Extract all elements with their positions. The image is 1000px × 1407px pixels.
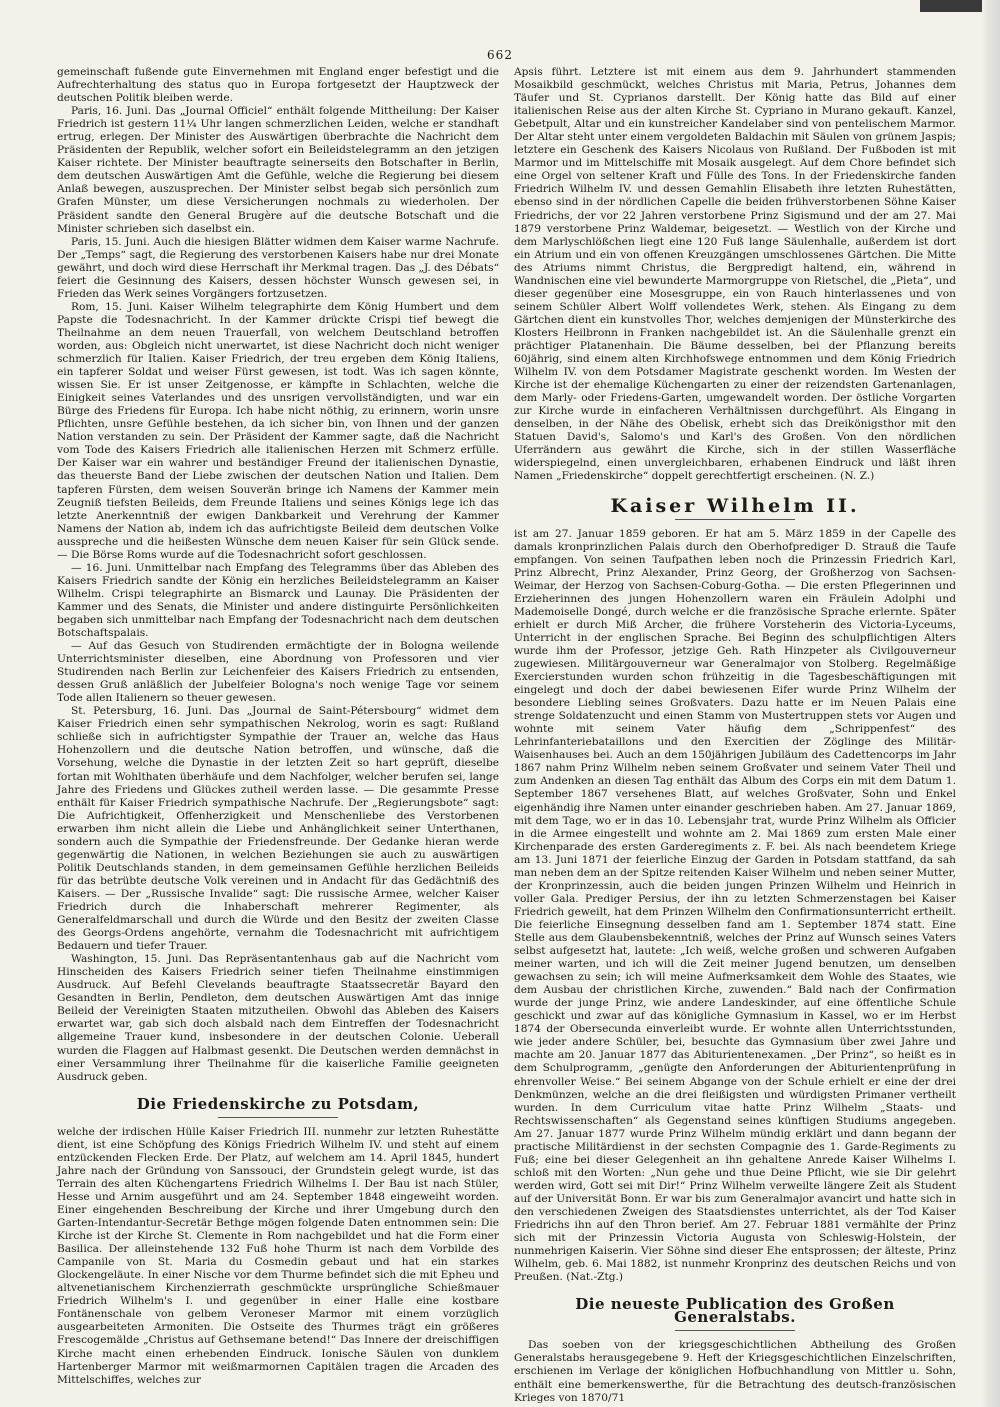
- heading-rule: [675, 519, 795, 520]
- section-heading-friedenskirche: Die Friedenskirche zu Potsdam,: [136, 1094, 420, 1113]
- section-heading-generalstab: Die neueste Publication des Großen Generalstabs.: [575, 1295, 895, 1327]
- heading-rule: [218, 1117, 338, 1118]
- page-number: 662: [487, 48, 513, 62]
- heading-rule: [675, 1330, 795, 1331]
- right-column: [514, 66, 956, 1404]
- article-paragraph: St. Petersburg, 16. Juni. Das „Journal de Saint-Pétersbourg“ widmet dem Kaiser Friedrich einen sehr sympathischen Nekrolog, worin es sagt: Rußland schließe sich in aufrichtigster Sympathie der Trauer an, welche das Haus Hohenzollern und die deutsche Nation betroffen, und wünsche, daß die Vorsehung, welche die Dynastie in der letzten Zeit so hart geprüft, dieselbe fortan mit Wohlthaten überhäufe und dem Nachfolger, welcher berufen sei, lange Jahre des Friedens und Glückes zutheil werden lasse. — Die gesammte Presse enthält für Kaiser Friedrich sympathische Nachrufe. Der „Regierungsbote“ sagt: Die Aufrichtigkeit, Offenherzigkeit und Menschenliebe des Verstorbenen erwarben ihm nicht allein die Liebe und Anhänglichkeit seiner Unterthanen, sondern auch die Sympathie der Friedensfreunde. Der Gedanke hieran werde gegenwärtig die Nationen, in welchen Beziehungen sie auch zu auswärtigen Politik Deutschlands standen, in dem gemeinsamen Gefühle herzlichen Beileids für das betrübte deutsche Volk vereinen und in Andacht für das Gedächtniß des Kaisers. — Der „Russische Invalide“ sagt: Die russische Armee, welcher Kaiser Friedrich durch die Inhaberschaft mehrerer Regimenter, als Generalfeldmarschall und durch die Würde und den Besitz der zweiten Classe des Georgs-Ordens angehörte, vernahm die Todesnachricht mit aufrichtigem Bedauern und tiefer Trauer.: [57, 705, 499, 953]
- article-paragraph: Das soeben von der kriegsgeschichtlichen Abtheilung des Großen Generalstabs herausgegebene 9. Heft der Kriegsgeschichtlichen Einzelschriften, erschienen im Verlage der königlichen Hofbuchhandlung von Mittler u. Sohn, enthält eine bemerkenswerthe, für die Betrachtung des deutsch-französischen Krieges von 1870/71: [514, 1339, 956, 1404]
- scan-edge-right: [982, 0, 1000, 1407]
- article-paragraph: welche der irdischen Hülle Kaiser Friedrich III. nunmehr zur letzten Ruhestätte dient, ist eine Schöpfung des Königs Friedrich Wilhelm IV. und steht auf einem entzückenden Flecken Erde. Der Platz, auf welchem am 14. April 1845, hundert Jahre nach der Gründung von Sanssouci, der Grundstein gelegt wurde, ist das Terrain des alten Küchengartens Friedrich Wilhelms I. Der Bau ist nach Stüler, Hesse und Arnim ausgeführt und am 24. September 1848 eingeweiht worden. Einer eingehenden Beschreibung der Kirche und ihrer Umgebung durch den Garten-Intendantur-Secretär Bethge mögen folgende Daten entnommen sein: Die Kirche ist der Kirche St. Clemente in Rom nachgebildet und hat die Form einer Basilica. Der alleinstehende 132 Fuß hohe Thurm ist nach dem Vorbilde des Campanile von St. Maria du Cosmedin gebaut und hat ein starkes Glockengeläute. In einer Nische vor dem Thurme befindet sich die mit Epheu und altvenetianischem Kirchenzierrath geschmückte ursprüngliche Schießmauer Friedrich Wilhelm's I. und gegenüber in einer Halle eine kostbare Fontänenschale von gelbem Veroneser Marmor mit einem vorzüglich ausgearbeiteten Armoniten. Die Ostseite des Thurmes trägt ein größeres Frescogemälde „Christus auf Gethsemane betend!“ Das Innere der dreischiffigen Kirche macht einen erhebenden Eindruck. Ionische Säulen von dunklem Hartenberger Marmor mit weißmarmornen Capitälen tragen die Arcaden des Mittelschiffes, welches zur: [57, 1125, 499, 1386]
- article-paragraph: gemeinschaft fußende gute Einvernehmen mit England enger befestigt und die Aufrechterhaltung des status quo in Europa fortgesetzt der Hauptzweck der deutschen Politik bleiben werde.: [57, 66, 499, 105]
- article-paragraph: — 16. Juni. Unmittelbar nach Empfang des Telegramms über das Ableben des Kaisers Friedrich sandte der König ein herzliches Beileidstelegramm an Kaiser Wilhelm. Crispi telegraphirte an Bismarck und Launay. Die Präsidenten der Kammer und des Senats, die Minister und andere distinguirte Persönlichkeiten begaben sich unmittelbar nach Empfang der Todesnachricht nach dem deutschen Botschaftspalais.: [57, 561, 499, 640]
- article-paragraph: Washington, 15. Juni. Das Repräsentantenhaus gab auf die Nachricht vom Hinscheiden des Kaisers Friedrich seiner tiefen Theilnahme einstimmigen Ausdruck. Auf Befehl Clevelands beauftragte Staatssecretär Bayard den Gesandten in Berlin, Pendleton, dem deutschen Auswärtigen Amt das innige Beileid der Vereinigten Staaten mitzutheilen. Obwohl das Ableben des Kaisers erwartet war, gab sich doch alsbald nach dem Eintreffen der Todesnachricht allgemeine Trauer kund, insbesondere in der deutschen Colonie. Ueberall wurden die Flaggen auf Halbmast gesenkt. Die Deutschen werden demnächst in einer Versammlung ihrer Theilnahme für die kaiserliche Familie geeigneten Ausdruck geben.: [57, 953, 499, 1083]
- article-paragraph: Rom, 15. Juni. Kaiser Wilhelm telegraphirte dem König Humbert und dem Papste die Todesnachricht. In der Kammer drückte Crispi tief bewegt die Theilnahme an dem neuen Trauerfall, von welchem Deutschland betroffen worden, aus: Obgleich nicht unerwartet, ist diese Nachricht doch nicht weniger schmerzlich für Italien. Kaiser Friedrich, der treu ergeben dem König Italiens, ein tapferer Soldat und weiser Fürst gewesen, ist todt. Was ich sagen könnte, wissen Sie. Er ist unser Zeitgenosse, er kämpfte in Schlachten, welche die Einigkeit seines Vaterlandes und des unsrigen vervollständigten, und war ein Bürge des Friedens für Europa. Ich habe nicht nöthig, zu erinnern, worin unsre Pflichten, unsre Gefühle bestehen, da ich sicher bin, von Ihnen und der ganzen Nation verstanden zu sein. Der Präsident der Kammer sagte, daß die Nachricht vom Tode des Kaisers Friedrich alle italienischen Herzen mit Schmerz erfülle. Der Kaiser war ein wahrer und beständiger Freund der italienischen Dynastie, das theuerste Band der Liebe zwischen der deutschen Nation und Italien. Dem tapferen Fürsten, dem weisen Souverän bringe ich Namens der Kammer mein Zeugniß tiefsten Beileids, dem Freunde Italiens und seines Königs lege ich das letzte Anerkenntniß der ewigen Dankbarkeit und Verehrung der Kammer Namens der Nation ab, indem ich das aufrichtigste Beileid dem deutschen Volke ausspreche und die heißesten Wünsche dem neuen Kaiser für sein Glück sende. — Die Börse Roms wurde auf die Todesnachricht sofort geschlossen.: [57, 300, 499, 561]
- article-paragraph: Apsis führt. Letztere ist mit einem aus dem 9. Jahrhundert stammenden Mosaikbild geschmückt, welches Christus mit Maria, Petrus, Johannes dem Täufer und St. Cyprianos darstellt. Der König hatte das Bild auf einer italienischen Reise aus der alten Kirche St. Cypriano in Murano gekauft. Kanzel, Gebetpult, Altar und ein kunstreicher Kandelaber sind von pentelischem Marmor. Der Altar steht unter einem vergoldeten Baldachin mit Säulen von grünem Jaspis; letztere ein Geschenk des Kaisers Nicolaus von Rußland. Der Fußboden ist mit Marmor und im Mittelschiffe mit Mosaik ausgelegt. Auf dem Chore befindet sich eine Orgel von seltener Kraft und Fülle des Tons. In der Friedenskirche fanden Friedrich Wilhelm IV. und dessen Gemahlin Elisabeth ihre letzten Ruhestätten, ebenso sind in der nördlichen Capelle die beiden frühverstorbenen Söhne Kaiser Friedrichs, der vor 22 Jahren verstorbene Prinz Sigismund und der am 27. Mai 1879 verstorbene Prinz Waldemar, beigesetzt. — Westlich von der Kirche und dem Marlyschlößchen liegt eine 120 Fuß lange Säulenhalle, außerdem ist dort ein Atrium und ein von offenen Kreuzgängen umschlossenes Gärtchen. Die Mitte des Atriums nimmt Christus, die Bergpredigt haltend, ein, während in Wandnischen eine viel bewunderte Marmorgruppe von Rietschel, die „Pieta“, und dieser gegenüber eine Mosesgruppe, ein von Rauch hinterlassenes und von seinem Schüler Albert Wolff vollendetes Werk, stehen. Als Eingang zu dem Gärtchen dient ein kunstvolles Thor, welches demjenigen der Münsterkirche des Klosters Heilbronn in Franken nachgebildet ist. An die Säulenhalle grenzt ein prächtiger Platanenhain. Die Bäume desselben, bei der Pflanzung bereits 60jährig, sind einem alten Kirchhofswege entnommen und dem König Friedrich Wilhelm IV. von dem Potsdamer Magistrate geschenkt worden. Im Westen der Kirche ist der ehemalige Küchengarten zu einer der reizendsten Gartenanlagen, dem Marly- oder Friedens-Garten, umgewandelt worden. Der östliche Vorgarten zur Kirche wurde in einfacheren Verhältnissen durchgeführt. Als Eingang in denselben, in der Nähe des Obelisk, erhebt sich das Dreikönigsthor mit den Statuen David's, Salomo's und Karl's des Großen. Von den nördlichen Uferrändern aus gewährt die Kirche, sich in der stillen Wasserfläche widerspiegelnd, einen unvergleichbaren, erhabenen Eindruck und läßt ihren Namen „Friedenskirche“ doppelt gerechtfertigt erscheinen. (N. Z.): [514, 66, 956, 483]
- article-paragraph: ist am 27. Januar 1859 geboren. Er hat am 5. März 1859 in der Capelle des damals kronprinzlichen Palais durch den Oberhofprediger D. Strauß die Taufe empfangen. Von seinen Taufpathen leben noch die Prinzessin Friedrich Karl, Prinz Albrecht, Prinz Alexander, Prinz Georg, der Großherzog von Sachsen-Weimar, der Herzog von Sachsen-Coburg-Gotha. — Die ersten Pflegerinnen und Erzieherinnen des jungen Hohenzollern waren ein Fräulein Adolphi und Mademoiselle Dongé, durch welche er die französische Sprache erlernte. Später erhielt er durch Miß Archer, die frühere Vorsteherin des Victoria-Lyceums, Unterricht in der englischen Sprache. Bei Beginn des schulpflichtigen Alters wurde ihm der Professor, jetzige Geh. Rath Hinzpeter als Civilgouverneur zugewiesen. Militärgouverneur war Generalmajor von Stolberg. Regelmäßige Exercierstunden wurden schon frühzeitig in die Tagesbeschäftigungen mit eingelegt und doch der dabei bewiesenen Eifer wurde Prinz Wilhelm der besondere Liebling seines Großvaters. Dazu hatte er im Neuen Palais eine strenge Soldatenzucht und einen Stamm von Mustertruppen stets vor Augen und wohnte mit seinem Vater häufig dem „Schrippenfest“ des Lehrinfanteriebataillons und den Exercitien der Zöglinge des Militär-Waisenhauses bei. Auch an dem 150jährigen Jubiläum des Cadettencorps im Jahr 1867 nahm Prinz Wilhelm neben seinem Großvater und seinem Vater Theil und zum Andenken an diesen Tag enthält das Album des Corps ein mit dem Datum 1. September 1867 versehenes Blatt, auf welches Großvater, Sohn und Enkel eigenhändig ihre Namen unter einander geschrieben haben. Am 27. Januar 1869, mit dem Tage, wo er in das 10. Lebensjahr trat, wurde Prinz Wilhelm als Officier in die Armee eingestellt und wohnte am 2. Mai 1869 zum ersten Male einer Kirchenparade des ersten Garderegiments z. F. bei. Als nach beendetem Kriege am 13. Juni 1871 der feierliche Einzug der Garden in Potsdam stattfand, da sah man neben dem an der Spitze reitenden Kaiser Wilhelm und neben seiner Mutter, der Kronprinzessin, auch die beiden jungen Prinzen Wilhelm und Heinrich in voller Gala. Prediger Persius, der ihn zu letzten Schmerzenstagen bei Kaiser Friedrich geweilt, hat dem Prinzen Wilhelm den Confirmationsunterricht ertheilt. Die feierliche Einsegnung desselben fand am 1. September 1874 statt. Eine Stelle aus dem Glaubensbekenntniß, welches der Prinz auf Wunsch seines Vaters selbst aufgesetzt hat, lautete: „Ich weiß, welche großen und schweren Aufgaben meiner warten, und ich will die Zeit meiner Jugend benutzen, um denselben gewachsen zu sein; ich will meine Aufmerksamkeit dem Wohle des Staates, wie dem Ausbau der christlichen Kirche, zuwenden.“ Bald nach der Confirmation wurde der junge Prinz, wie andere Landeskinder, auf eine öffentliche Schule geschickt und zwar auf das königliche Gymnasium in Kassel, wo er im Herbst 1874 der Obersecunda einverleibt wurde. Er wohnte allen Unterrichtsstunden, wie jeder andere Schüler, bei, besuchte das Gymnasium über zwei Jahre und machte am 20. Januar 1877 das Abiturientenexamen. „Der Prinz“, so heißt es in dem Schulprogramm, „genügte den Anforderungen der Abiturientenprüfung in ehrenvoller Weise.“ Bei seinem Abgange von der Schule erhielt er eine der drei Denkmünzen, welche an die drei fleißigsten und würdigsten Primaner vertheilt wurden. In dem Curriculum vitae hatte Prinz Wilhelm „Staats- und Rechtswissenschaften“ als Gegenstand seines künftigen Studiums angegeben. Am 27. Januar 1877 wurde Prinz Wilhelm mündig erklärt und dann begann der practische Militärdienst in der sechsten Compagnie des 1. Garde-Regiments zu Fuß; eine bei dieser Gelegenheit an ihn gehaltene Anrede Kaiser Wilhelms I. schloß mit den Worten: „Nun gehe und thue Deine Pflicht, wie sie Dir gelehrt werden wird, Gott sei mit Dir!“ Prinz Wilhelm verweilte längere Zeit als Student auf der Universität Bonn. Er war bis zum Generalmajor avancirt und hatte sich in den verschiedenen Zweigen des Staatsdienstes unterrichtet, als der Tod Kaiser Friedrichs ihn auf den Thron berief. Am 27. Februar 1881 vermählte der Prinz sich mit der Prinzessin Victoria Augusta von Schleswig-Holstein, der nunmehrigen Kaiserin. Vier Söhne sind dieser Ehe entsprossen; der älteste, Prinz Wilhelm, geb. 6. Mai 1882, ist nunmehr Kronprinz des deutschen Reichs und von Preußen. (Nat.-Ztg.): [514, 527, 956, 1284]
- article-paragraph: — Auf das Gesuch von Studirenden ermächtigte der in Bologna weilende Unterrichtsminister dieselben, eine Abordnung von Professoren und vier Studirenden nach Berlin zur Leichenfeier des Kaisers Friedrich zu entsenden, dessen Gruß anläßlich der Jubelfeier Bologna's noch wenige Tage vor seinem Tode allen Italienern so theuer gewesen.: [57, 640, 499, 705]
- article-paragraph: Paris, 15. Juni. Auch die hiesigen Blätter widmen dem Kaiser warme Nachrufe. Der „Temps“ sagt, die Regierung des verstorbenen Kaisers habe nur drei Monate gewährt, und doch wird diese Herrschaft ihr Merkmal tragen. Das „J. des Débats“ feiert die Gesinnung des Kaisers, dessen höchster Wunsch gewesen sei, in Frieden das Werk seines Vorgängers fortzusetzen.: [57, 235, 499, 300]
- left-column: [57, 66, 499, 1394]
- article-paragraph: Paris, 16. Juni. Das „Journal Officiel“ enthält folgende Mittheilung: Der Kaiser Friedrich ist gestern 11¼ Uhr langen schmerzlichen Leiden, welche er standhaft ertrug, erlegen. Der Minister des Auswärtigen überbrachte die Nachricht dem Präsidenten der Republik, welcher sofort ein Beileidstelegramm an den jetzigen Kaiser richtete. Der Minister beauftragte seinerseits den Botschafter in Berlin, dem deutschen Auswärtigen Amt die Gefühle, welche die Regierung bei diesem Anlaß bewegen, auszusprechen. Der Minister selbst begab sich persönlich zum Grafen Münster, um diese Versicherungen nochmals zu wiederholen. Der Präsident sandte den General Brugère auf die deutsche Botschaft und die Minister schrieben sich daselbst ein.: [57, 105, 499, 235]
- section-heading-kaiser-wilhelm: Kaiser Wilhelm II.: [610, 494, 860, 517]
